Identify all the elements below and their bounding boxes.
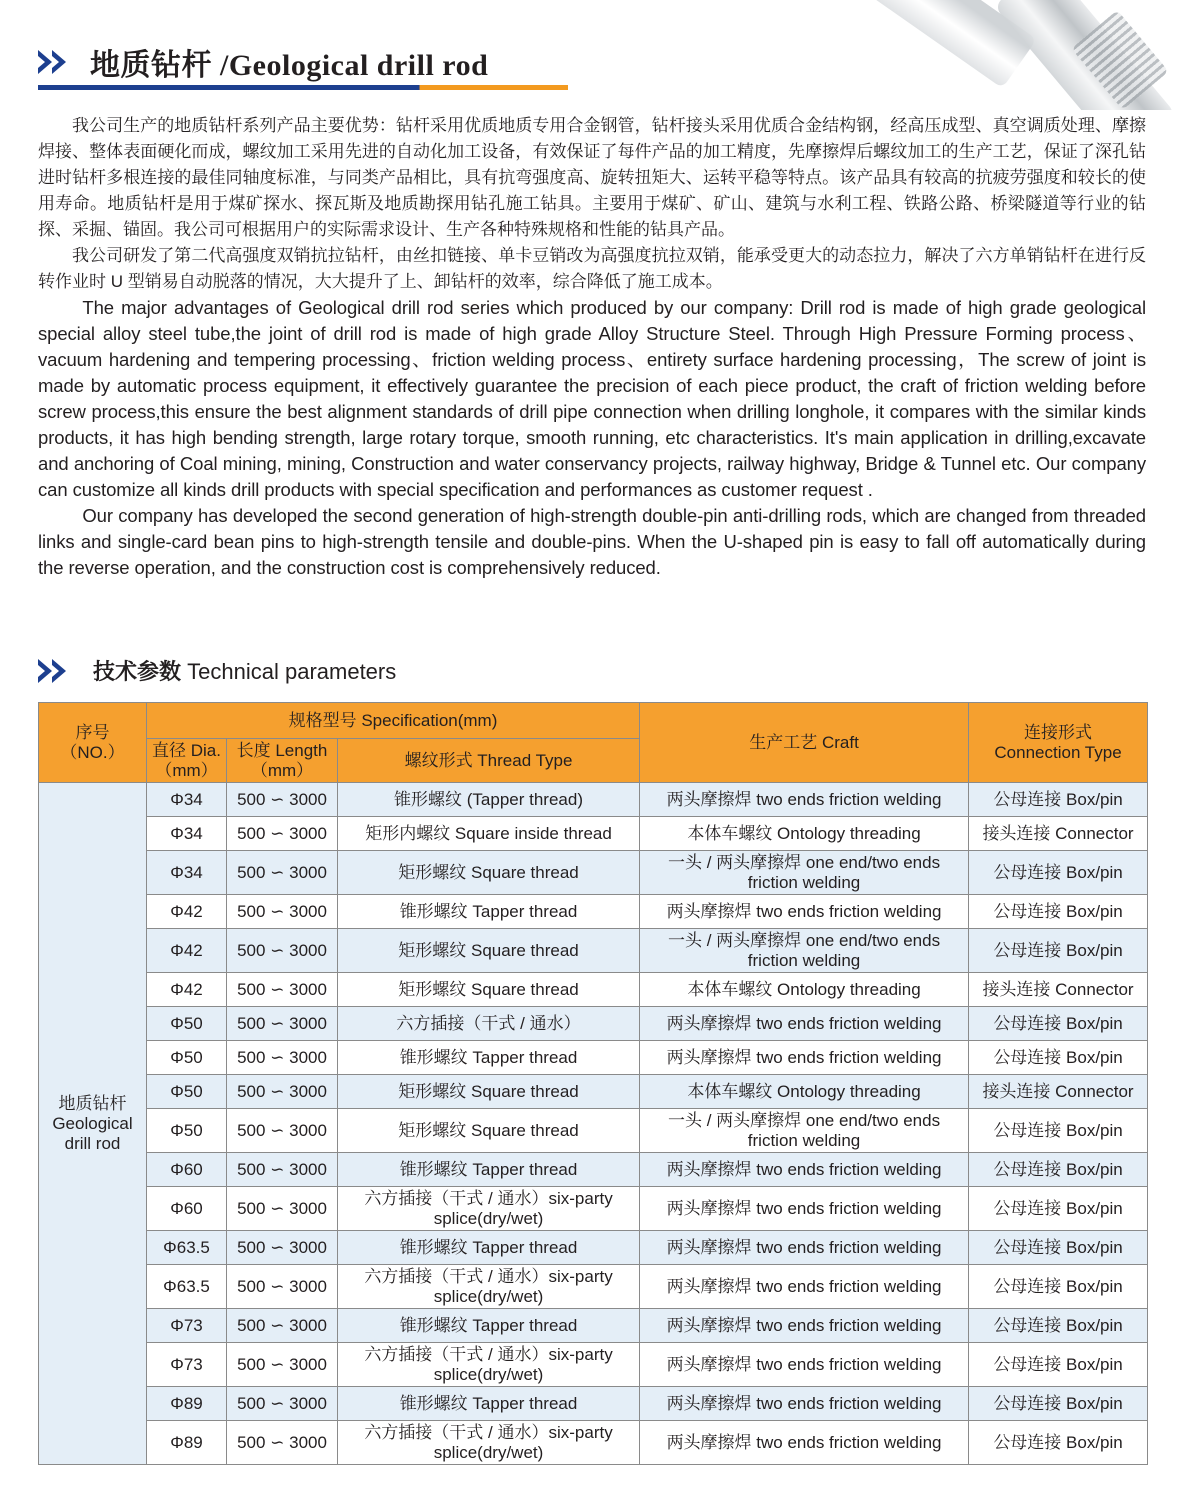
craft-cell: 两头摩擦焊 two ends friction welding (640, 1265, 969, 1309)
connection-cell: 公母连接 Box/pin (969, 1343, 1148, 1387)
diameter-cell: Φ89 (147, 1387, 227, 1421)
thread-type-cell: 矩形内螺纹 Square inside thread (338, 817, 640, 851)
craft-cell: 两头摩擦焊 two ends friction welding (640, 1041, 969, 1075)
length-cell: 500 ∽ 3000 (227, 1309, 338, 1343)
connection-cell: 公母连接 Box/pin (969, 1187, 1148, 1231)
table-body (39, 783, 1148, 1465)
intro-paragraph-en: The major advantages of Geological drill rod series which produced by our company: Drill rod is made of high grade geological special alloy steel tube,the joint of drill rod is made of high grade Alloy Structure Steel. Through High Pressure Forming process、 vacuum hardening and tempering processing、friction welding process、entirety surface hardening processing，The screw of joint is made by automatic process equipment, it effectively guarantee the precision of each piece product, the craft of friction welding before screw process,this ensure the best alignment standards of drill pipe connection when drilling longhole, it compares with the similar kinds products, it has high bending strength, large rotary torque, smooth running, etc characteristics. It's main application in drilling,excavate and anchoring of Coal mining, mining, Construction and water conservancy projects, railway highway, Bridge & Tunnel etc. Our company can customize all kinds drill products with special specification and performances as customer request . (38, 297, 1146, 500)
diameter-cell: Φ50 (147, 1075, 227, 1109)
length-cell: 500 ∽ 3000 (227, 973, 338, 1007)
page-header (38, 40, 568, 90)
table-row (39, 817, 1148, 851)
length-cell: 500 ∽ 3000 (227, 929, 338, 973)
section-title-en: Technical parameters (187, 659, 397, 684)
table-row (39, 783, 1148, 817)
diameter-cell: Φ34 (147, 817, 227, 851)
craft-cell: 两头摩擦焊 two ends friction welding (640, 1421, 969, 1465)
thread-type-cell: 六方插接（干式 / 通水） (338, 1007, 640, 1041)
craft-cell: 两头摩擦焊 two ends friction welding (640, 1187, 969, 1231)
intro-paragraph-cn: 我公司研发了第二代高强度双销抗拉钻杆，由丝扣链接、单卡豆销改为高强度抗拉双销，能承受更大的动态拉力，解决了六方单销钻杆在进行反转作业时 U 型销易自动脱落的情况，大大提升了上、卸钻杆的效率，综合降低了施工成本。 (38, 246, 1146, 291)
table-row (39, 1265, 1148, 1309)
thread-type-cell: 六方插接（干式 / 通水）six-party splice(dry/wet) (338, 1421, 640, 1465)
connection-cell: 公母连接 Box/pin (969, 1309, 1148, 1343)
table-row (39, 1343, 1148, 1387)
section-heading (38, 655, 638, 687)
intro-text (38, 113, 1146, 581)
double-chevron-right-icon (52, 659, 66, 683)
diameter-cell: Φ50 (147, 1007, 227, 1041)
table-header (39, 703, 1148, 783)
header-craft: 生产工艺 Craft (640, 703, 969, 783)
table-row (39, 1041, 1148, 1075)
connection-cell: 公母连接 Box/pin (969, 929, 1148, 973)
craft-cell: 两头摩擦焊 two ends friction welding (640, 1153, 969, 1187)
thread-type-cell: 六方插接（干式 / 通水）six-party splice(dry/wet) (338, 1187, 640, 1231)
connection-cell: 公母连接 Box/pin (969, 783, 1148, 817)
connection-cell: 接头连接 Connector (969, 973, 1148, 1007)
table-row (39, 929, 1148, 973)
diameter-cell: Φ50 (147, 1109, 227, 1153)
craft-cell: 两头摩擦焊 two ends friction welding (640, 1007, 969, 1041)
length-cell: 500 ∽ 3000 (227, 1231, 338, 1265)
thread-type-cell: 矩形螺纹 Square thread (338, 1075, 640, 1109)
length-cell: 500 ∽ 3000 (227, 1265, 338, 1309)
craft-cell: 两头摩擦焊 two ends friction welding (640, 1309, 969, 1343)
double-chevron-right-icon (52, 50, 66, 74)
thread-type-cell: 矩形螺纹 Square thread (338, 929, 640, 973)
diameter-cell: Φ63.5 (147, 1265, 227, 1309)
connection-cell: 公母连接 Box/pin (969, 1387, 1148, 1421)
length-cell: 500 ∽ 3000 (227, 783, 338, 817)
thread-type-cell: 矩形螺纹 Square thread (338, 1109, 640, 1153)
header-thread-type: 螺纹形式 Thread Type (338, 739, 640, 783)
connection-cell: 公母连接 Box/pin (969, 1153, 1148, 1187)
table-row (39, 1109, 1148, 1153)
header-specification: 规格型号 Specification(mm) (147, 703, 640, 739)
thread-type-cell: 锥形螺纹 Tapper thread (338, 1041, 640, 1075)
diameter-cell: Φ60 (147, 1153, 227, 1187)
diameter-cell: Φ34 (147, 851, 227, 895)
thread-type-cell: 锥形螺纹 Tapper thread (338, 1309, 640, 1343)
table-row (39, 1075, 1148, 1109)
diameter-cell: Φ60 (147, 1187, 227, 1231)
table-row (39, 1007, 1148, 1041)
connection-cell: 公母连接 Box/pin (969, 1421, 1148, 1465)
diameter-cell: Φ73 (147, 1309, 227, 1343)
length-cell: 500 ∽ 3000 (227, 1343, 338, 1387)
group-label-cell: 地质钻杆 Geological drill rod (39, 783, 147, 1465)
table-row (39, 895, 1148, 929)
thread-type-cell: 锥形螺纹 Tapper thread (338, 1153, 640, 1187)
craft-cell: 两头摩擦焊 two ends friction welding (640, 1231, 969, 1265)
title-underline (38, 85, 568, 90)
length-cell: 500 ∽ 3000 (227, 1007, 338, 1041)
table-row (39, 1309, 1148, 1343)
length-cell: 500 ∽ 3000 (227, 1421, 338, 1465)
header-no: 序号 （NO.） (39, 703, 147, 783)
table-row (39, 1153, 1148, 1187)
diameter-cell: Φ42 (147, 895, 227, 929)
diameter-cell: Φ42 (147, 929, 227, 973)
craft-cell: 两头摩擦焊 two ends friction welding (640, 1343, 969, 1387)
length-cell: 500 ∽ 3000 (227, 1041, 338, 1075)
drill-rod-decoration-image (620, 0, 1180, 110)
thread-type-cell: 锥形螺纹 Tapper thread (338, 895, 640, 929)
header-diameter: 直径 Dia. （mm） (147, 739, 227, 783)
length-cell: 500 ∽ 3000 (227, 1109, 338, 1153)
table-row (39, 1187, 1148, 1231)
craft-cell: 本体车螺纹 Ontology threading (640, 1075, 969, 1109)
length-cell: 500 ∽ 3000 (227, 817, 338, 851)
header-connection: 连接形式 Connection Type (969, 703, 1148, 783)
craft-cell: 一头 / 两头摩擦焊 one end/two ends friction welding (640, 1109, 969, 1153)
page-title: 地质钻杆 /Geological drill rod (90, 49, 489, 82)
section-title-cn: 技术参数 (93, 659, 182, 684)
craft-cell: 一头 / 两头摩擦焊 one end/two ends friction welding (640, 929, 969, 973)
craft-cell: 两头摩擦焊 two ends friction welding (640, 895, 969, 929)
table-row (39, 973, 1148, 1007)
thread-type-cell: 锥形螺纹 Tapper thread (338, 1231, 640, 1265)
thread-type-cell: 矩形螺纹 Square thread (338, 973, 640, 1007)
section-title (93, 655, 396, 686)
length-cell: 500 ∽ 3000 (227, 1187, 338, 1231)
intro-paragraph-en: Our company has developed the second generation of high-strength double-pin anti-drilling rods, which are changed from threaded links and single-card bean pins to high-strength tensile and double-pins. When the U-shaped pin is easy to fall off automatically during the reverse operation, and the construction cost is comprehensively reduced. (38, 505, 1146, 578)
diameter-cell: Φ63.5 (147, 1231, 227, 1265)
connection-cell: 公母连接 Box/pin (969, 1007, 1148, 1041)
table-row (39, 1231, 1148, 1265)
connection-cell: 公母连接 Box/pin (969, 1109, 1148, 1153)
connection-cell: 接头连接 Connector (969, 817, 1148, 851)
connection-cell: 公母连接 Box/pin (969, 895, 1148, 929)
double-chevron-right-icon (38, 659, 52, 683)
diameter-cell: Φ73 (147, 1343, 227, 1387)
intro-paragraph-cn: 我公司生产的地质钻杆系列产品主要优势：钻杆采用优质地质专用合金钢管，钻杆接头采用优质合金结构钢，经高压成型、真空调质处理、摩擦焊接、整体表面硬化而成，螺纹加工采用先进的自动化加工设备，有效保证了每件产品的加工精度，先摩擦焊后螺纹加工的生产工艺，保证了深孔钻进时钻杆多根连接的最佳同轴度标准，与同类产品相比，具有抗弯强度高、旋转扭矩大、运转平稳等特点。该产品具有较高的抗疲劳强度和较长的使用寿命。地质钻杆是用于煤矿探水、探瓦斯及地质勘探用钻孔施工钻具。主要用于煤矿、矿山、建筑与水利工程、铁路公路、桥梁隧道等行业的钻探、采掘、锚固。我公司可根据用户的实际需求设计、生产各种特殊规格和性能的钻具产品。 (38, 116, 1146, 239)
craft-cell: 本体车螺纹 Ontology threading (640, 973, 969, 1007)
craft-cell: 两头摩擦焊 two ends friction welding (640, 1387, 969, 1421)
connection-cell: 接头连接 Connector (969, 1075, 1148, 1109)
connection-cell: 公母连接 Box/pin (969, 1231, 1148, 1265)
connection-cell: 公母连接 Box/pin (969, 1265, 1148, 1309)
thread-type-cell: 锥形螺纹 Tapper thread (338, 1387, 640, 1421)
connection-cell: 公母连接 Box/pin (969, 851, 1148, 895)
technical-parameters-table (38, 702, 1148, 1465)
connection-cell: 公母连接 Box/pin (969, 1041, 1148, 1075)
double-chevron-right-icon (38, 50, 52, 74)
length-cell: 500 ∽ 3000 (227, 1387, 338, 1421)
thread-type-cell: 矩形螺纹 Square thread (338, 851, 640, 895)
craft-cell: 一头 / 两头摩擦焊 one end/two ends friction welding (640, 851, 969, 895)
diameter-cell: Φ89 (147, 1421, 227, 1465)
diameter-cell: Φ50 (147, 1041, 227, 1075)
table-row (39, 1387, 1148, 1421)
header-length: 长度 Length （mm） (227, 739, 338, 783)
table-row (39, 1421, 1148, 1465)
craft-cell: 本体车螺纹 Ontology threading (640, 817, 969, 851)
length-cell: 500 ∽ 3000 (227, 851, 338, 895)
length-cell: 500 ∽ 3000 (227, 1153, 338, 1187)
diameter-cell: Φ34 (147, 783, 227, 817)
length-cell: 500 ∽ 3000 (227, 895, 338, 929)
thread-type-cell: 六方插接（干式 / 通水）six-party splice(dry/wet) (338, 1343, 640, 1387)
diameter-cell: Φ42 (147, 973, 227, 1007)
craft-cell: 两头摩擦焊 two ends friction welding (640, 783, 969, 817)
table-row (39, 851, 1148, 895)
thread-type-cell: 六方插接（干式 / 通水）six-party splice(dry/wet) (338, 1265, 640, 1309)
length-cell: 500 ∽ 3000 (227, 1075, 338, 1109)
thread-type-cell: 锥形螺纹 (Tapper thread) (338, 783, 640, 817)
